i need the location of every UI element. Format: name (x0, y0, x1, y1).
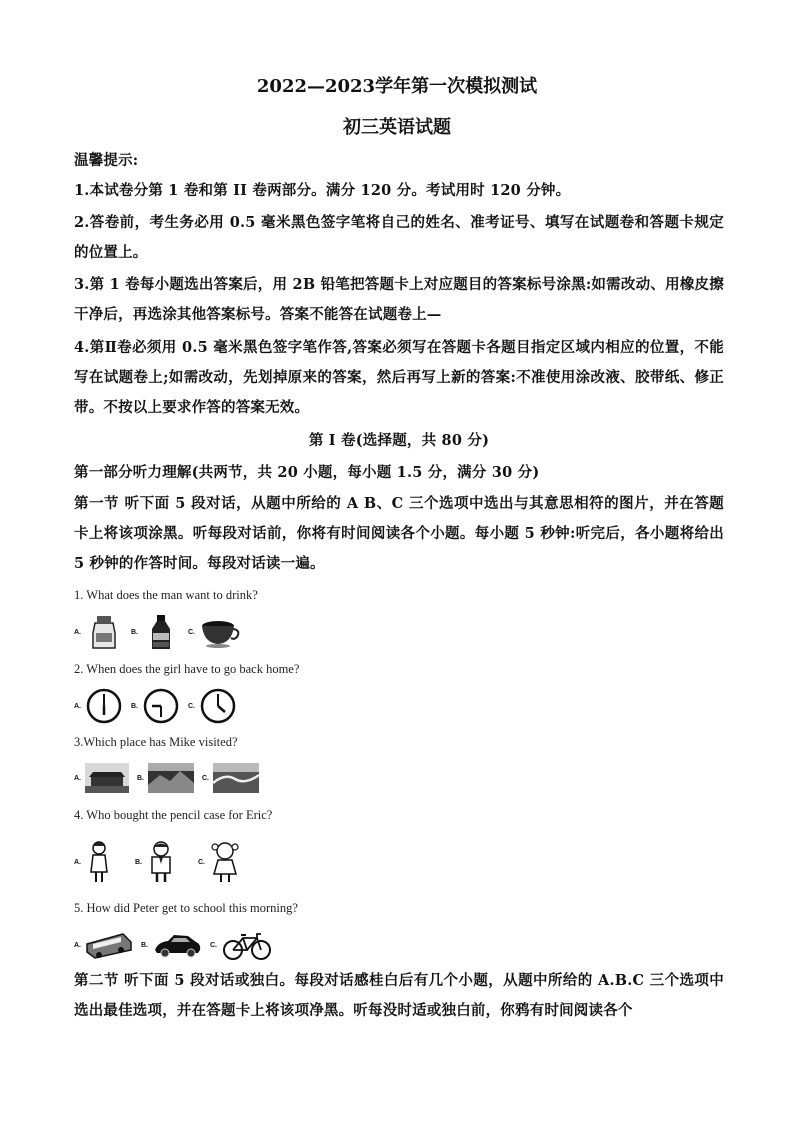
option-b: B. (141, 930, 202, 960)
cola-bottle-icon (142, 613, 180, 651)
option-a: A. (74, 930, 133, 960)
option-c: C. (210, 930, 273, 960)
option-c: C. (202, 763, 259, 793)
question-4-options (74, 840, 249, 884)
question-4: 4. Who bought the pencil case for Eric? (74, 808, 273, 822)
tips-heading: 温馨提示: (74, 152, 139, 169)
exam-subtitle: 初三英语试题 (343, 117, 451, 138)
mountain-photo (148, 763, 194, 793)
tip-item-1: 1.本试卷分第 1 卷和第 II 卷两部分。满分 120 分。考试用时 120 分钟。 (74, 182, 571, 199)
clock-icon (199, 687, 237, 725)
option-c: C. (188, 613, 241, 651)
option-a: A. (74, 840, 113, 884)
clock-icon (85, 687, 123, 725)
option-c: C. (198, 840, 241, 884)
car-icon (152, 930, 202, 960)
tip-item-3: 3.第 1 卷每小题选出答案后，用 2B 铅笔把答题卡上对应题目的答案标号涂黑:如需改动、用橡皮擦干净后，再选涂其他答案标号。答案不能答在试题卷上— (74, 276, 724, 323)
option-a: A. (74, 613, 123, 651)
palace-photo (85, 763, 129, 793)
option-a: A. (74, 687, 123, 725)
part1-heading: 第一部分听力理解(共两节，共 20 小题，每小题 1.5 分，满分 30 分) (74, 464, 540, 481)
option-a: A. (74, 763, 129, 793)
option-b: B. (131, 687, 180, 725)
question-3-options (74, 758, 267, 798)
option-c: C. (188, 687, 237, 725)
tip-item-4: 4.第Ⅱ卷必须用 0.5 毫米黑色签字笔作答,答案必须写在答题卡各题目指定区域内相应的位置，不能写在试题卷上;如需改动，先划掉原来的答案，然后再写上新的答案:不准使用涂改液、胶带纸、修正带。不按以上要求作答的答案无效。 (74, 339, 724, 416)
question-2-options (74, 686, 245, 726)
exam-title: 2022—2023学年第一次模拟测试 (256, 76, 538, 97)
tea-cup-icon (199, 613, 241, 651)
question-5: 5. How did Peter get to school this morning? (74, 901, 298, 915)
clock-icon (142, 687, 180, 725)
question-2: 2. When does the girl have to go back home? (74, 662, 300, 676)
bus-icon (85, 930, 133, 960)
tip-item-2: 2.答卷前，考生务必用 0.5 毫米黑色签字笔将自己的姓名、准考证号、填写在试题卷和答题卡规定的位置上。 (74, 214, 724, 261)
section2-instructions: 第二节 听下面 5 段对话或独白。每段对话感桂白后有几个小题，从题中所给的 A.B.C 三个选项中选出最佳选项，并在答题卡上将该项净黑。听每没时适或独白前，你鸦有时间阅读各个 (74, 972, 724, 1019)
man-icon (146, 840, 176, 884)
section-heading: 第 I 卷(选择题，共 80 分) (308, 432, 490, 449)
question-1: 1. What does the man want to drink? (74, 588, 258, 602)
option-b: B. (131, 613, 180, 651)
option-b: B. (135, 840, 176, 884)
great-wall-photo (213, 763, 259, 793)
section1-instructions: 第一节 听下面 5 段对话，从题中所给的 A B、C 三个选项中选出与其意思相符的图片，并在答题卡上将该项涂黑。听每段对话前，你将有时间阅读各个小题。每小题 5 秒钟:听完后，各小题将给出 5 秒钟的作答时间。每段对话读一遍。 (74, 495, 724, 572)
option-b: B. (137, 763, 194, 793)
girl-icon (209, 840, 241, 884)
milk-bottle-icon (85, 613, 123, 651)
question-3: 3.Which place has Mike visited? (74, 735, 238, 749)
bicycle-icon (221, 930, 273, 960)
question-1-options (74, 612, 249, 652)
woman-icon (85, 840, 113, 884)
question-5-options (74, 925, 281, 965)
